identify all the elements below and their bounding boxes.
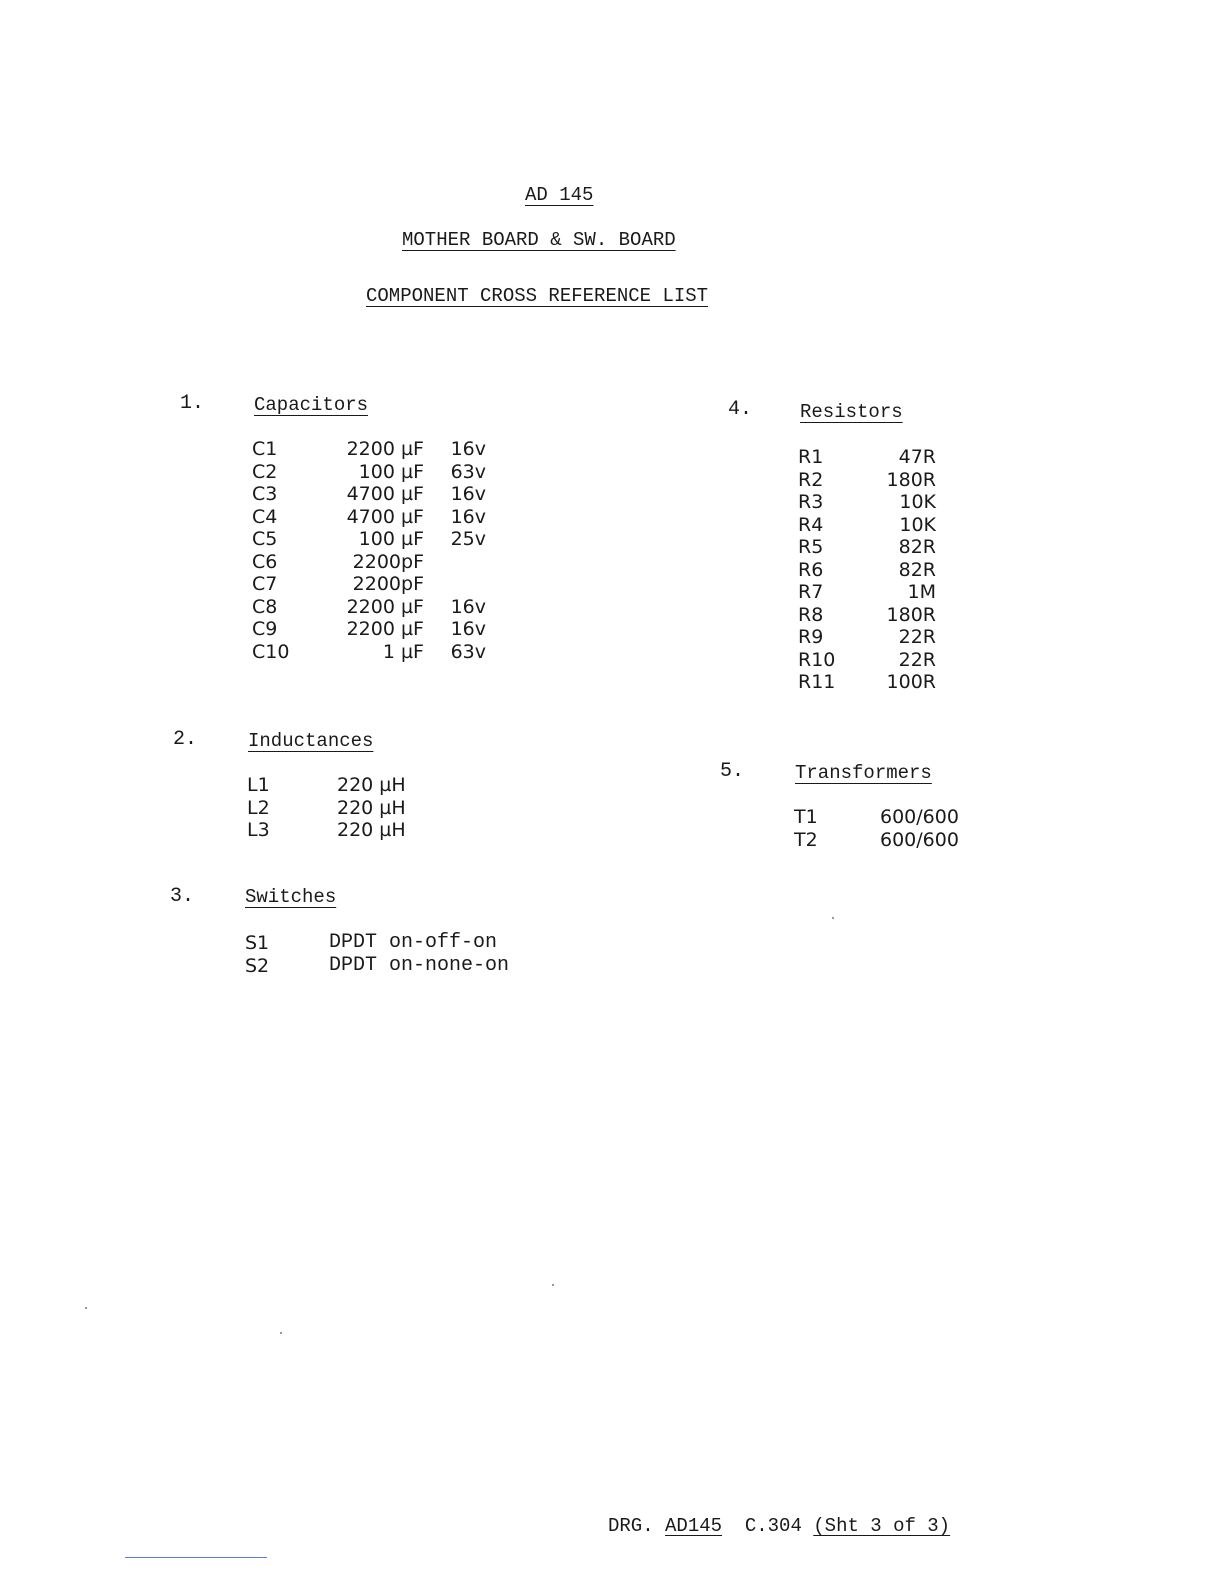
scan-speck	[280, 1332, 282, 1334]
component-value: 2200pF	[352, 573, 424, 595]
table-row	[252, 506, 486, 529]
table-row	[798, 536, 936, 559]
component-value: 180R	[886, 603, 936, 626]
drg-label: DRG.	[608, 1515, 654, 1537]
document-code: AD 145	[525, 184, 594, 206]
section-number-inductances: 2.	[173, 728, 198, 751]
component-value: DPDT on-off-on	[329, 931, 498, 954]
scan-speck	[85, 1307, 87, 1309]
table-row	[247, 774, 427, 797]
component-value: 22R	[898, 626, 936, 648]
component-value: 10K	[899, 491, 936, 513]
component-value: 100R	[886, 671, 936, 693]
transformers-table	[794, 806, 980, 851]
component-ref: C10	[252, 640, 290, 663]
table-row	[798, 446, 936, 469]
inductances-table	[247, 774, 427, 842]
component-value: 2200pF	[352, 550, 424, 573]
table-row	[252, 483, 486, 506]
component-ref: R10	[798, 648, 836, 671]
component-value: 220 µH	[337, 819, 406, 841]
table-row	[252, 596, 486, 619]
component-ref: L2	[247, 796, 270, 819]
table-row	[252, 618, 486, 641]
component-voltage: 16v	[450, 595, 486, 618]
sheet-number: (Sht 3 of 3)	[813, 1515, 951, 1537]
component-value: DPDT on-none-on	[329, 953, 510, 977]
section-number-capacitors: 1.	[180, 392, 205, 415]
table-row	[798, 469, 936, 492]
drg-code: AD145	[665, 1515, 723, 1537]
table-row	[252, 551, 486, 574]
component-value: 220 µH	[337, 796, 406, 819]
component-ref: R5	[798, 536, 824, 558]
component-ref: T1	[794, 806, 818, 828]
table-row	[794, 806, 980, 829]
table-row	[252, 528, 486, 551]
component-value: 100 µF	[358, 528, 424, 550]
table-row	[798, 604, 936, 627]
component-value: 220 µH	[337, 774, 406, 796]
component-ref: R7	[798, 581, 824, 603]
component-value: 47R	[898, 446, 936, 468]
component-ref: R2	[798, 468, 824, 491]
table-row	[798, 491, 936, 514]
list-title: COMPONENT CROSS REFERENCE LIST	[366, 285, 709, 307]
component-value: 1 µF	[382, 640, 424, 663]
component-value: 2200 µF	[346, 595, 424, 618]
component-voltage: 16v	[450, 438, 486, 460]
section-number-transformers: 5.	[720, 760, 745, 783]
table-row	[252, 438, 486, 461]
component-voltage: 16v	[450, 483, 486, 505]
component-ref: R4	[798, 513, 824, 536]
component-voltage	[424, 551, 486, 574]
table-row	[252, 641, 486, 664]
section-number-resistors: 4.	[728, 398, 753, 421]
table-row	[247, 819, 427, 842]
table-row	[798, 649, 936, 672]
section-title-inductances: Inductances	[248, 730, 374, 752]
component-value: 180R	[886, 468, 936, 491]
component-voltage: 16v	[450, 505, 486, 528]
scan-edge-line	[125, 1557, 267, 1558]
table-row	[798, 626, 936, 649]
component-ref: C1	[252, 438, 278, 460]
component-ref: R3	[798, 491, 824, 513]
component-ref: C7	[252, 573, 278, 595]
table-row	[245, 932, 529, 955]
table-row	[798, 514, 936, 537]
component-ref: S2	[245, 954, 270, 977]
component-value: 22R	[898, 648, 936, 671]
component-voltage: 63v	[450, 460, 486, 483]
component-voltage	[424, 573, 486, 596]
component-value: 4700 µF	[346, 505, 424, 528]
table-row	[798, 671, 936, 694]
section-title-switches: Switches	[245, 886, 337, 908]
table-row	[252, 573, 486, 596]
drawing-number: C.304	[744, 1515, 802, 1537]
component-ref: C2	[252, 460, 278, 483]
component-ref: C6	[252, 550, 278, 573]
component-value: 600/600	[880, 828, 959, 851]
section-title-capacitors: Capacitors	[254, 394, 369, 416]
board-title: MOTHER BOARD & SW. BOARD	[402, 229, 676, 251]
table-row	[798, 559, 936, 582]
component-value: 100 µF	[358, 460, 424, 483]
component-ref: C3	[252, 483, 278, 505]
component-value: 2200 µF	[346, 618, 424, 640]
scan-speck	[552, 1284, 554, 1286]
component-ref: R1	[798, 446, 824, 468]
component-ref: R6	[798, 558, 824, 581]
section-title-resistors: Resistors	[800, 401, 903, 423]
component-ref: R9	[798, 626, 824, 648]
table-row	[245, 955, 529, 978]
component-ref: L1	[247, 774, 270, 796]
table-row	[798, 581, 936, 604]
component-value: 2200 µF	[346, 438, 424, 460]
switches-table	[245, 932, 529, 977]
component-value: 82R	[898, 558, 936, 581]
component-value: 4700 µF	[346, 483, 424, 505]
component-ref: R11	[798, 671, 836, 693]
component-value: 600/600	[880, 806, 959, 828]
drawing-reference	[608, 1515, 950, 1537]
component-ref: R8	[798, 603, 824, 626]
component-ref: C9	[252, 618, 278, 640]
capacitors-table	[252, 438, 486, 663]
component-ref: C8	[252, 595, 278, 618]
section-number-switches: 3.	[170, 885, 195, 908]
section-title-transformers: Transformers	[795, 762, 932, 784]
component-ref: T2	[794, 828, 818, 851]
component-value: 10K	[899, 513, 936, 536]
component-value: 1M	[907, 581, 936, 603]
component-voltage: 63v	[450, 640, 486, 663]
component-ref: S1	[245, 932, 270, 954]
component-voltage: 25v	[450, 528, 486, 550]
component-voltage: 16v	[450, 618, 486, 640]
component-ref: L3	[247, 819, 270, 841]
component-value: 82R	[898, 536, 936, 558]
component-ref: C5	[252, 528, 278, 550]
table-row	[247, 797, 427, 820]
table-row	[794, 829, 980, 852]
component-ref: C4	[252, 505, 278, 528]
scan-speck	[832, 917, 834, 919]
table-row	[252, 461, 486, 484]
resistors-table	[798, 446, 936, 694]
